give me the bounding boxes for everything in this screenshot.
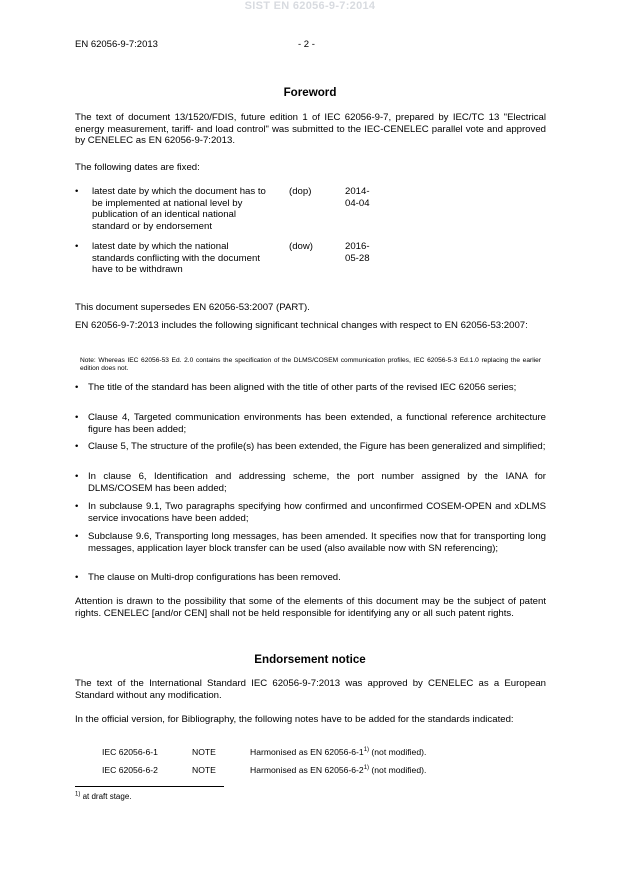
page-number: - 2 - xyxy=(298,39,315,50)
endorsement-text-1: The text of the International Standard IEC 62056-9-7:2013 was approved by CENELEC as a European Standard without any modification. xyxy=(75,678,546,701)
note-label: NOTE xyxy=(192,765,216,775)
bullet: • xyxy=(75,241,79,252)
footnote-rule xyxy=(75,786,224,787)
foreword-title: Foreword xyxy=(283,86,337,99)
changes-intro: EN 62056-9-7:2013 includes the following significant technical changes with respect to EN 62056-53:2007: xyxy=(75,320,528,331)
date-item-code: (dop) xyxy=(289,186,312,197)
note-label: NOTE xyxy=(192,747,216,757)
change-item: • The clause on Multi-drop configurations has been removed. xyxy=(75,572,341,583)
change-item: • The title of the standard has been aligned with the title of other parts of the revised IEC 62056 series; xyxy=(75,382,517,393)
footnote: $^{1)}$ at draft stage. xyxy=(75,791,132,801)
date-item-text: latest date by which the document has to be implemented at national level by publication of an identical national standard or by endorsement xyxy=(92,186,266,232)
change-item: • Clause 5, The structure of the profile(s) has been extended, the Figure has been generalized and simplified; xyxy=(75,441,546,452)
standard-id: IEC 62056-6-2 xyxy=(102,765,158,775)
endorsement-title: Endorsement notice xyxy=(254,653,366,666)
header-doc-id: EN 62056-9-7:2013 xyxy=(75,39,158,50)
harmonised-text: Harmonised as EN 62056-6-1$^{1)}$ (not modified). xyxy=(250,747,427,757)
change-item: • Subclause 9.6, Transporting long messages, has been amended. It specifies now that for transporting long messages, application layer block transfer can be used (also available now with SN referencing); xyxy=(75,531,546,554)
date-item-date: 2014-04-04 xyxy=(345,186,370,209)
date-item-text: latest date by which the national standards conflicting with the document have to be withdrawn xyxy=(92,241,260,276)
date-item-code: (dow) xyxy=(289,241,313,252)
change-item: • In clause 6, Identification and addressing scheme, the port number assigned by the IANA for DLMS/COSEM has been added; xyxy=(75,471,546,494)
endorsement-text-2: In the official version, for Bibliography, the following notes have to be added for the standards indicated: xyxy=(75,714,514,725)
date-item-date: 2016-05-28 xyxy=(345,241,370,264)
foreword-intro: The text of document 13/1520/FDIS, future edition 1 of IEC 62056-9-7, prepared by IEC/TC 13 "Electrical energy measurement, tariff- and load control" was submitted to the IEC-CENELEC parallel vote and approved by CENELEC as EN 62056-9-7:2013. xyxy=(75,112,546,147)
dates-intro: The following dates are fixed: xyxy=(75,162,200,173)
note-text: Note: Whereas IEC 62056-53 Ed. 2.0 contains the specification of the DLMS/COSEM communication profiles, IEC 62056-5-3 Ed.1.0 replacing the earlier edition does not. xyxy=(80,357,541,373)
standard-id: IEC 62056-6-1 xyxy=(102,747,158,757)
change-item: • In subclause 9.1, Two paragraphs specifying how confirmed and unconfirmed COSEM-OPEN and xDLMS service invocations have been added; xyxy=(75,501,546,524)
bullet: • xyxy=(75,186,79,197)
patent-text: Attention is drawn to the possibility that some of the elements of this document may be the subject of patent rights. CENELEC [and/or CEN] shall not be held responsible for identifying any or all such patent rights. xyxy=(75,596,546,619)
change-item: • Clause 4, Targeted communication environments has been extended, a functional reference architecture figure has been added; xyxy=(75,412,546,435)
harmonised-text: Harmonised as EN 62056-6-2$^{1)}$ (not modified). xyxy=(250,765,427,775)
watermark: SIST EN 62056-9-7:2014 xyxy=(244,0,376,12)
supersedes-text: This document supersedes EN 62056-53:2007 (PART). xyxy=(75,302,310,313)
